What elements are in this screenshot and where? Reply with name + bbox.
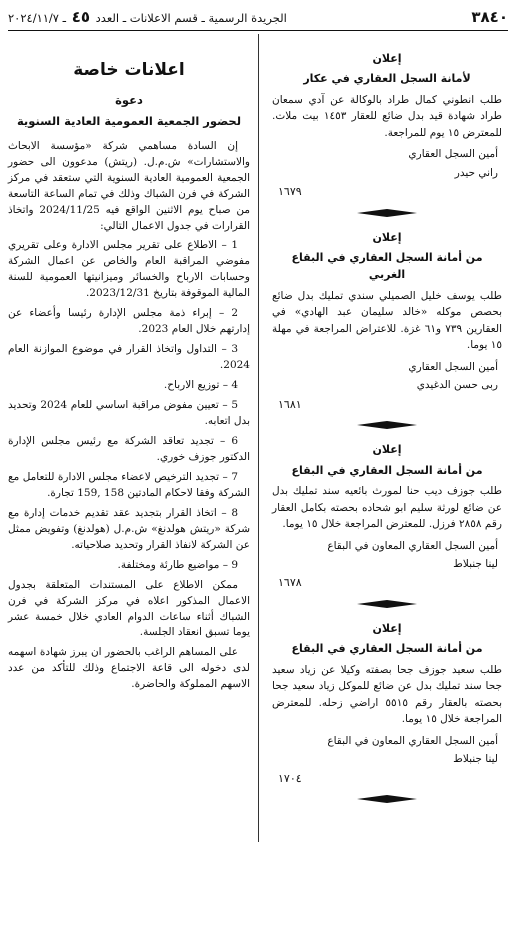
invitation-heading: دعوة [115, 92, 143, 107]
issue-date: ـ ٢٠٢٤/١١/٧ [8, 11, 67, 25]
notice-kicker: إعلان [372, 443, 402, 457]
separator-ornament-icon [357, 421, 417, 429]
notice-signature [272, 358, 502, 395]
page-number: ٣٨٤٠ [471, 8, 508, 26]
agenda-item: 7 – تجديد الترخيص لاعضاء مجلس الادارة للتعامل مع الشركة وفقا لاحكام المادتين 158 ,159 تجارة. [8, 470, 250, 499]
notice-body: طلب سعيد جوزف جحا بصفته وكيلا عن زياد سعيد جحا سند تمليك بدل عن ضائع للموكل زياد سعيد جحا بحصته بالعقار رقم ٥٥١٥ اراضي زحله. للمعترض المراجعة خلال ١٥ يوما. [272, 663, 502, 726]
notice [272, 229, 502, 414]
notice-kicker: إعلان [372, 621, 402, 635]
running-title [8, 8, 287, 26]
section-title: اعلانات خاصة [73, 60, 185, 80]
agenda-item: 2 – إبراء ذمة مجلس الإدارة رئيسا وأعضاء عن إدارتهم خلال العام 2023. [8, 307, 250, 336]
section-separator [272, 793, 502, 807]
notice-signature [272, 537, 502, 574]
signatory-title: أمين السجل العقاري المعاون في البقاع [327, 539, 498, 552]
separator-ornament-icon [357, 795, 417, 803]
agenda-item: 6 – تجديد تعاقد الشركة مع رئيس مجلس الإدارة الدكتور جوزف خوري. [8, 434, 250, 463]
notice-signature [272, 732, 502, 769]
left-column [8, 58, 250, 693]
signatory-name: راني حيدر [454, 166, 498, 179]
right-column [272, 50, 502, 815]
agenda-item: 1 – الاطلاع على تقرير مجلس الادارة وعلى تقريري مفوضي المراقبة العام والخاص عن اعمال الشركة وحسابات الارباح والخسائر وميزانيتها العمومية للسنة المالية الموقوفة بتاريخ 2023/12/31. [8, 239, 250, 300]
notice-title: من أمانة السجل العقاري في البقاع الغربي [291, 250, 483, 282]
invitation-intro: إن السادة مساهمي شركة «مؤسسة الابحاث والاستشارات» ش.م.ل. (ريتش) مدعوون الى حضور الجمعية العمومية العادية السنوية التي ستعقد في مركز الشركة في فرن الشباك وذلك في تمام الساعة التاسعة من صباح يوم الاثنين الواقع فيه 2024/11/25 واتخاذ القرارات في جدول الاعمال التالي: [8, 139, 250, 232]
notice-body: طلب جوزف ديب حنا لمورث بائعيه سند تمليك بدل عن ضائع لورثة سليم ابو شحاده بحصته بكامل العقار رقم ٢٨٥٨ فرزل. للمعترض المراجعة خلال ١٥ يوما. [272, 484, 502, 531]
notice-title: من أمانة السجل العقاري في البقاع [291, 463, 483, 477]
agenda-item: 5 – تعيين مفوض مراقبة اساسي للعام 2024 وتحديد بدل اتعابه. [8, 399, 250, 428]
header-rule [8, 30, 508, 31]
closing-paragraph: على المساهم الراغب بالحضور ان يبرز شهادة اسهمه لدى دخوله الى قاعة الاجتماع وذلك للتأكد من عدد الاسهم المملوكة والحاضرة. [8, 646, 250, 691]
page-header [8, 6, 508, 28]
agenda-item: 8 – اتخاذ القرار بتجديد عقد تقديم خدمات إدارة مع شركة «ريتش هولدنغ» ش.م.ل (هولدنغ) وتفويض ممثل عن الشركة لانفاذ القرار وتحديد صلاحياته. [8, 506, 250, 551]
notice-reference: ١٧٠٤ [278, 771, 302, 785]
gazette-title: الجريدة الرسمية ـ قسم الاعلانات ـ العدد [95, 11, 287, 25]
signatory-title: أمين السجل العقاري [408, 361, 498, 374]
agenda-item: 4 – توزيع الارباح. [163, 379, 238, 392]
agenda-item: 3 – التداول واتخاذ القرار في موضوع الموازنة العام 2024. [8, 343, 250, 372]
notice-reference: ١٦٧٨ [278, 576, 302, 590]
notice-reference: ١٦٨١ [278, 397, 302, 411]
notice-body: طلب يوسف خليل الصميلي سندي تمليك بدل ضائع بحصص موكله «خالد سليمان عبد الهادي» في العقارين ٧٣٩ و٦١ غزة. للاعتراض المراجعة في مهلة ١٥ يوما. [272, 289, 502, 352]
notice-signature [272, 145, 502, 182]
notice-title: لأمانة السجل العقاري في عكار [303, 72, 471, 86]
notice [272, 620, 502, 787]
notice-body: طلب انطوني كمال طراد بالوكالة عن آدي سمعان طراد شهادة قيد بدل ضائع للعقار ١٤٥٣ بيت ملات. للمعترض ١٥ يوم للمراجعة. [272, 93, 502, 139]
notice-reference: ١٦٧٩ [278, 185, 302, 199]
agenda-item: 9 – مواضيع طارئة ومختلفة. [117, 558, 238, 571]
section-separator [272, 419, 502, 433]
signatory-name: لينا جنبلاط [453, 753, 498, 766]
issue-number: ٤٥ [71, 8, 90, 26]
closing-paragraph: ممكن الاطلاع على المستندات المتعلقة بجدول الاعمال المذكور اعلاه في مركز الشركة في فرن الشباك أثناء ساعات الدوام العادي خلال خمسة عشر يوما تسبق انعقاد الجلسة. [8, 578, 250, 639]
notice-title: من أمانة السجل العقاري في البقاع [291, 642, 483, 656]
section-separator [272, 598, 502, 612]
invitation-subheading: لحضور الجمعية العمومية العادية السنوية [16, 114, 242, 129]
signatory-name: ربى حسن الدغيدي [416, 379, 498, 392]
signatory-title: أمين السجل العقاري المعاون في البقاع [327, 734, 498, 747]
separator-ornament-icon [357, 209, 417, 217]
separator-ornament-icon [357, 600, 417, 608]
notice [272, 50, 502, 201]
signatory-title: أمين السجل العقاري [408, 148, 498, 161]
section-separator [272, 207, 502, 221]
column-divider [258, 34, 259, 842]
signatory-name: لينا جنبلاط [453, 558, 498, 571]
notice [272, 441, 502, 592]
notice-kicker: إعلان [372, 52, 402, 65]
notice-kicker: إعلان [372, 230, 402, 244]
